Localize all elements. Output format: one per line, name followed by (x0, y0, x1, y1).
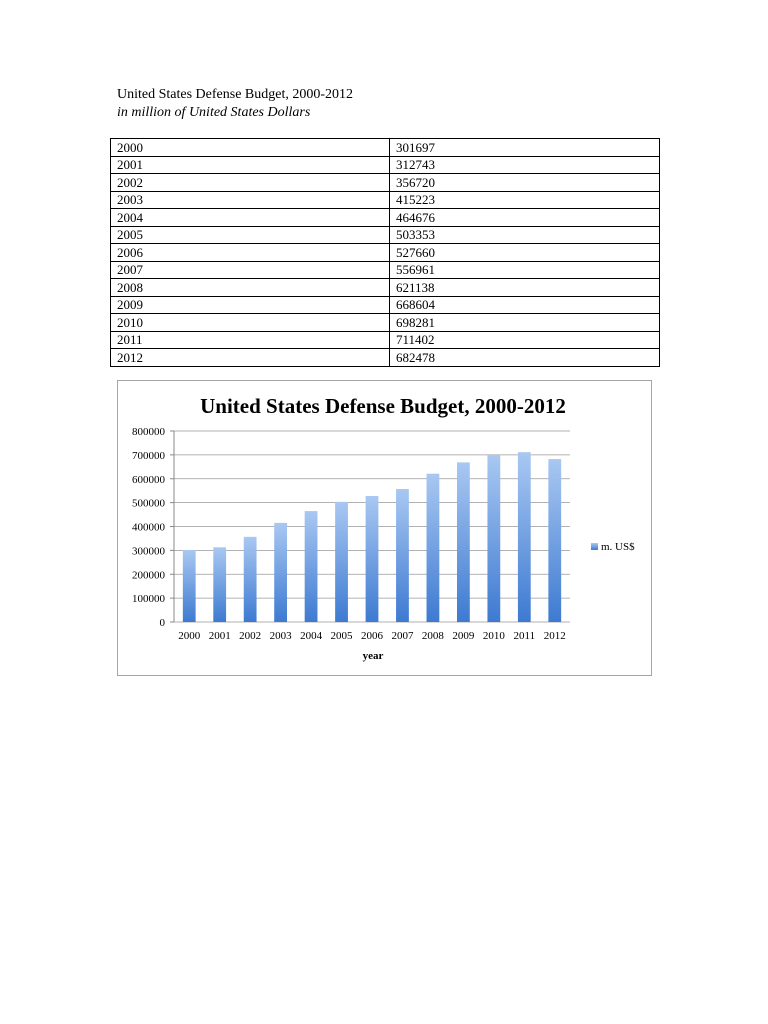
table-row (111, 244, 660, 262)
x-tick-label: 2010 (482, 630, 505, 642)
document-subtitle: in million of United States Dollars (117, 105, 311, 120)
table-row (111, 191, 660, 209)
table-row (111, 174, 660, 192)
y-tick-label: 800000 (132, 426, 165, 438)
budget-chart (117, 380, 652, 676)
x-tick-label: 2007 (391, 630, 414, 642)
table-row (111, 156, 660, 174)
y-tick-label: 400000 (132, 521, 165, 534)
x-tick-label: 2011 (513, 630, 536, 642)
table-row (111, 296, 660, 314)
value-cell: 668604 (390, 296, 660, 314)
y-tick-label: 500000 (132, 497, 165, 510)
year-cell: 2007 (111, 261, 390, 279)
x-tick-label: 2003 (269, 630, 292, 642)
x-axis-label: year (362, 650, 384, 662)
y-tick-label: 200000 (132, 569, 165, 582)
x-tick-label: 2005 (330, 630, 353, 642)
table-row (111, 331, 660, 349)
table-row (111, 261, 660, 279)
y-tick-label: 300000 (132, 545, 165, 558)
value-cell: 527660 (390, 244, 660, 262)
year-cell: 2001 (111, 156, 390, 174)
value-cell: 682478 (390, 349, 660, 367)
value-cell: 556961 (390, 261, 660, 279)
year-cell: 2009 (111, 296, 390, 314)
chart-canvas (118, 381, 653, 677)
year-cell: 2003 (111, 191, 390, 209)
year-cell: 2011 (111, 331, 390, 349)
bar-2001 (213, 547, 226, 622)
y-tick-label: 700000 (132, 449, 165, 462)
bar-2007 (396, 489, 409, 622)
year-cell: 2008 (111, 279, 390, 297)
x-tick-label: 2009 (452, 630, 475, 642)
y-tick-label: 600000 (132, 473, 165, 486)
value-cell: 698281 (390, 314, 660, 332)
bar-2002 (244, 537, 257, 622)
budget-table (110, 138, 660, 367)
year-cell: 2012 (111, 349, 390, 367)
x-tick-label: 2012 (543, 630, 566, 642)
chart-title: United States Defense Budget, 2000-2012 (200, 394, 566, 418)
table-row (111, 349, 660, 367)
table-row (111, 226, 660, 244)
document-title: United States Defense Budget, 2000-2012 (117, 87, 354, 102)
bar-2009 (457, 462, 470, 622)
bar-2008 (427, 474, 440, 622)
value-cell: 464676 (390, 209, 660, 227)
value-cell: 301697 (390, 139, 660, 157)
x-tick-label: 2000 (178, 630, 201, 642)
x-tick-label: 2002 (239, 630, 262, 642)
x-tick-label: 2006 (361, 630, 383, 642)
legend-swatch (591, 543, 598, 550)
table-row (111, 209, 660, 227)
value-cell: 711402 (390, 331, 660, 349)
bar-2004 (305, 511, 318, 622)
year-cell: 2004 (111, 209, 390, 227)
value-cell: 356720 (390, 174, 660, 192)
year-cell: 2010 (111, 314, 390, 332)
legend-label: m. US$ (601, 541, 635, 553)
y-tick-label: 100000 (132, 593, 165, 606)
table-row (111, 279, 660, 297)
bar-2006 (366, 496, 379, 622)
value-cell: 503353 (390, 226, 660, 244)
x-tick-label: 2008 (421, 630, 444, 642)
year-cell: 2002 (111, 174, 390, 192)
bar-2011 (518, 452, 531, 622)
year-cell: 2006 (111, 244, 390, 262)
bar-2010 (487, 455, 500, 622)
table-row (111, 139, 660, 157)
value-cell: 621138 (390, 279, 660, 297)
bar-2012 (548, 459, 561, 622)
year-cell: 2005 (111, 226, 390, 244)
value-cell: 415223 (390, 191, 660, 209)
bar-2003 (274, 523, 287, 622)
x-tick-label: 2004 (300, 630, 323, 642)
bar-2000 (183, 550, 196, 622)
y-tick-label: 0 (159, 617, 165, 629)
bar-2005 (335, 502, 348, 622)
year-cell: 2000 (111, 139, 390, 157)
value-cell: 312743 (390, 156, 660, 174)
table-row (111, 314, 660, 332)
x-tick-label: 2001 (208, 630, 231, 642)
